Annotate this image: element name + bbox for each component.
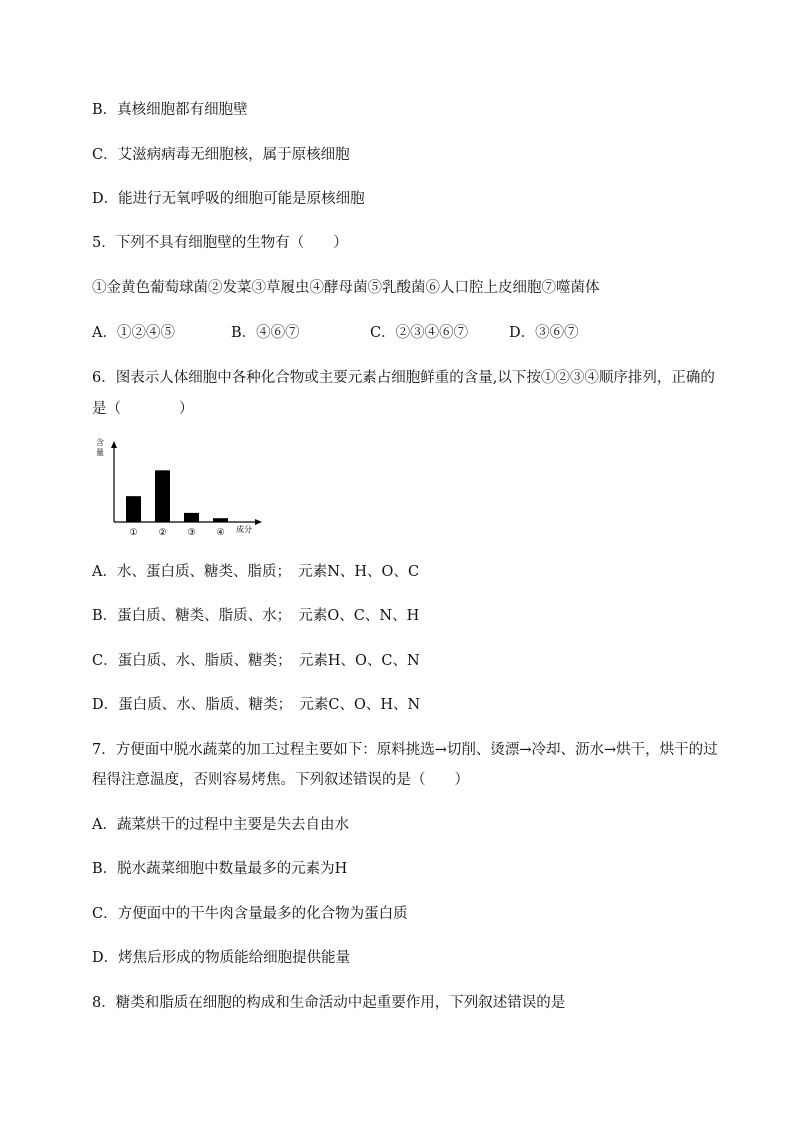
- x-tick-label-3: ③: [187, 528, 196, 538]
- q5-option-a: A．①②④⑤: [92, 325, 175, 341]
- x-axis-label: 成分: [236, 525, 252, 534]
- q4-option-c: C．艾滋病病毒无细胞核，属于原核细胞: [92, 147, 350, 163]
- bar-3: [184, 513, 199, 522]
- q7-option-a: A．蔬菜烘干的过程中主要是失去自由水: [92, 817, 349, 833]
- content-bar-chart: [92, 438, 272, 540]
- q7-stem-line2: 程得注意温度，否则容易烤焦。下列叙述错误的是（ ）: [92, 772, 469, 788]
- y-axis-arrow: [111, 441, 117, 448]
- q7-option-c: C．方便面中的干牛肉含量最多的化合物为蛋白质: [92, 906, 408, 922]
- x-tick-label-1: ①: [129, 528, 138, 538]
- q6-option-a: A．水、蛋白质、糖类、脂质； 元素N、H、O、C: [92, 564, 420, 580]
- q4-option-b: B．真核细胞都有细胞壁: [92, 102, 248, 118]
- q6-option-b: B．蛋白质、糖类、脂质、水； 元素O、C、N、H: [92, 608, 420, 624]
- q5-organism-list: ①金黄色葡萄球菌②发菜③草履虫④酵母菌⑤乳酸菌⑥人口腔上皮细胞⑦噬菌体: [92, 280, 600, 296]
- q7-stem-line1: 7．方便面中脱水蔬菜的加工过程主要如下：原料挑选→切削、烫漂→冷却、沥水→烘干，烘干的过: [92, 742, 718, 758]
- q4-option-d: D．能进行无氧呼吸的细胞可能是原核细胞: [92, 191, 365, 207]
- q6-stem-line1: 6．图表示人体细胞中各种化合物或主要元素占细胞鲜重的含量,以下按①②③④顺序排列，正确的: [92, 370, 715, 386]
- q6-option-d: D．蛋白质、水、脂质、糖类； 元素C、O、H、N: [92, 697, 421, 713]
- q5-option-b: B．④⑥⑦: [231, 325, 300, 341]
- q8-stem: 8．糖类和脂质在细胞的构成和生命活动中起重要作用，下列叙述错误的是: [92, 995, 566, 1011]
- q5-option-c: C．②③④⑥⑦: [370, 325, 469, 341]
- q5-stem: 5．下列不具有细胞壁的生物有（ ）: [92, 235, 348, 251]
- bar-1: [126, 496, 141, 522]
- x-tick-label-4: ④: [216, 528, 225, 538]
- q7-option-d: D．烤焦后形成的物质能给细胞提供能量: [92, 950, 351, 966]
- q5-option-d: D．③⑥⑦: [509, 325, 579, 341]
- y-axis-label: 含量: [96, 438, 104, 457]
- q6-stem-line2: 是（ ）: [92, 401, 194, 417]
- bar-4: [213, 518, 228, 522]
- bar-2: [155, 470, 170, 522]
- x-tick-label-2: ②: [158, 528, 167, 538]
- x-axis-arrow: [255, 519, 262, 525]
- q7-option-b: B．脱水蔬菜细胞中数量最多的元素为H: [92, 861, 348, 877]
- q6-option-c: C．蛋白质、水、脂质、糖类； 元素H、O、C、N: [92, 653, 420, 669]
